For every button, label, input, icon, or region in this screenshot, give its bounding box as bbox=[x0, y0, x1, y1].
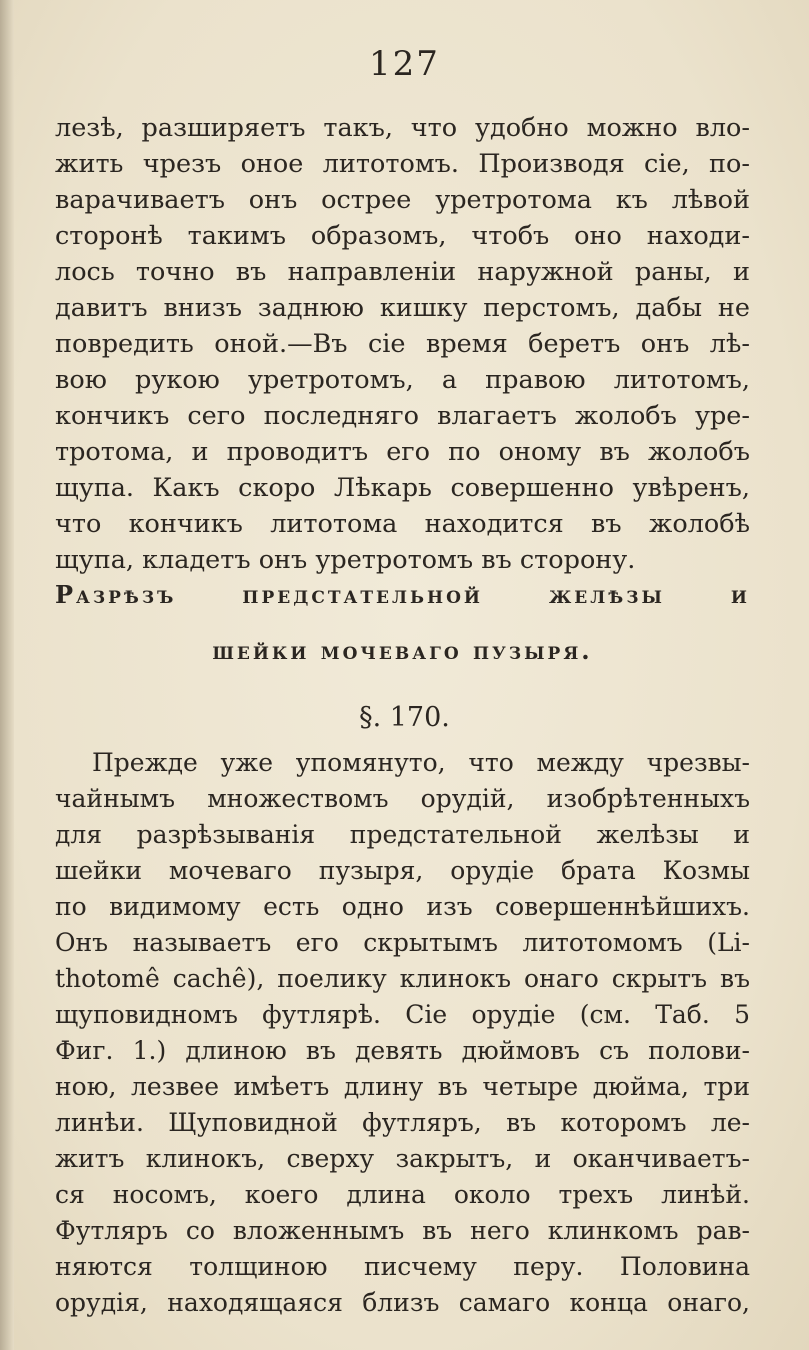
text-line: линѣи. Щуповидной футляръ, въ которомъ ле- bbox=[55, 1108, 750, 1137]
page-number: 127 bbox=[369, 44, 440, 84]
text-line: Онъ называетъ его скрытымъ литотомомъ (Li- bbox=[55, 928, 750, 957]
text-line: thotomê cachê), поелику клинокъ онаго скрытъ въ bbox=[55, 964, 750, 993]
text-line: для разрѣзыванія предстательной желѣзы и bbox=[55, 820, 750, 849]
text-line: варачиваетъ онъ острее уретротома къ лѣвой bbox=[55, 185, 750, 215]
text-line: ною, лезвее имѣетъ длину въ четыре дюйма, три bbox=[55, 1072, 750, 1101]
section-number: §. 170. bbox=[359, 702, 450, 733]
page-binding-edge bbox=[0, 0, 14, 1350]
section-heading-line-1: Разрѣзъ предстательной желѣзы и bbox=[55, 580, 750, 609]
text-line: лезѣ, разширяетъ такъ, что удобно можно вло- bbox=[55, 113, 750, 143]
text-line: шейки мочеваго пузыря, орудіе брата Козмы bbox=[55, 856, 750, 885]
text-line: Футляръ со вложеннымъ въ него клинкомъ рав- bbox=[55, 1216, 750, 1245]
text-line: няются толщиною писчему перу. Половина bbox=[55, 1252, 750, 1281]
text-line: ся носомъ, коего длина около трехъ линѣй. bbox=[55, 1180, 750, 1209]
section-heading-line-2: шейки мочеваго пузыря. bbox=[212, 636, 593, 665]
text-line: чайнымъ множествомъ орудій, изобрѣтенныхъ bbox=[55, 784, 750, 813]
text-line: щуповидномъ футлярѣ. Сіе орудіе (см. Таб. 5 bbox=[55, 1000, 750, 1029]
text-line: по видимому есть одно изъ совершеннѣйшихъ. bbox=[55, 892, 750, 921]
text-line: сторонѣ такимъ образомъ, чтобъ оно находи- bbox=[55, 221, 750, 251]
text-line: что кончикъ литотома находится въ жолобѣ bbox=[55, 509, 750, 539]
text-line: кончикъ сего последняго влагаетъ жолобъ уре- bbox=[55, 401, 750, 431]
text-line: щупа. Какъ скоро Лѣкарь совершенно увѣренъ, bbox=[55, 473, 750, 503]
text-line: житъ клинокъ, сверху закрытъ, и оканчиваетъ- bbox=[55, 1144, 750, 1173]
text-line: щупа, кладетъ онъ уретротомъ въ сторону. bbox=[55, 545, 636, 575]
text-line: лось точно въ направленіи наружной раны, и bbox=[55, 257, 750, 287]
text-line: давитъ внизъ заднюю кишку перстомъ, дабы не bbox=[55, 293, 750, 323]
text-line: орудія, находящаяся близъ самаго конца онаго, bbox=[55, 1288, 750, 1317]
text-line: вою рукою уретротомъ, а правою литотомъ, bbox=[55, 365, 750, 395]
text-line: жить чрезъ оное литотомъ. Производя сіе, по- bbox=[55, 149, 750, 179]
text-line: повредить оной.—Въ сіе время беретъ онъ лѣ- bbox=[55, 329, 750, 359]
text-line: тротома, и проводитъ его по оному въ жолобъ bbox=[55, 437, 750, 467]
text-line: Прежде уже упомянуто, что между чрезвы- bbox=[92, 748, 750, 777]
text-line: Фиг. 1.) длиною въ девять дюймовъ съ полови- bbox=[55, 1036, 750, 1065]
